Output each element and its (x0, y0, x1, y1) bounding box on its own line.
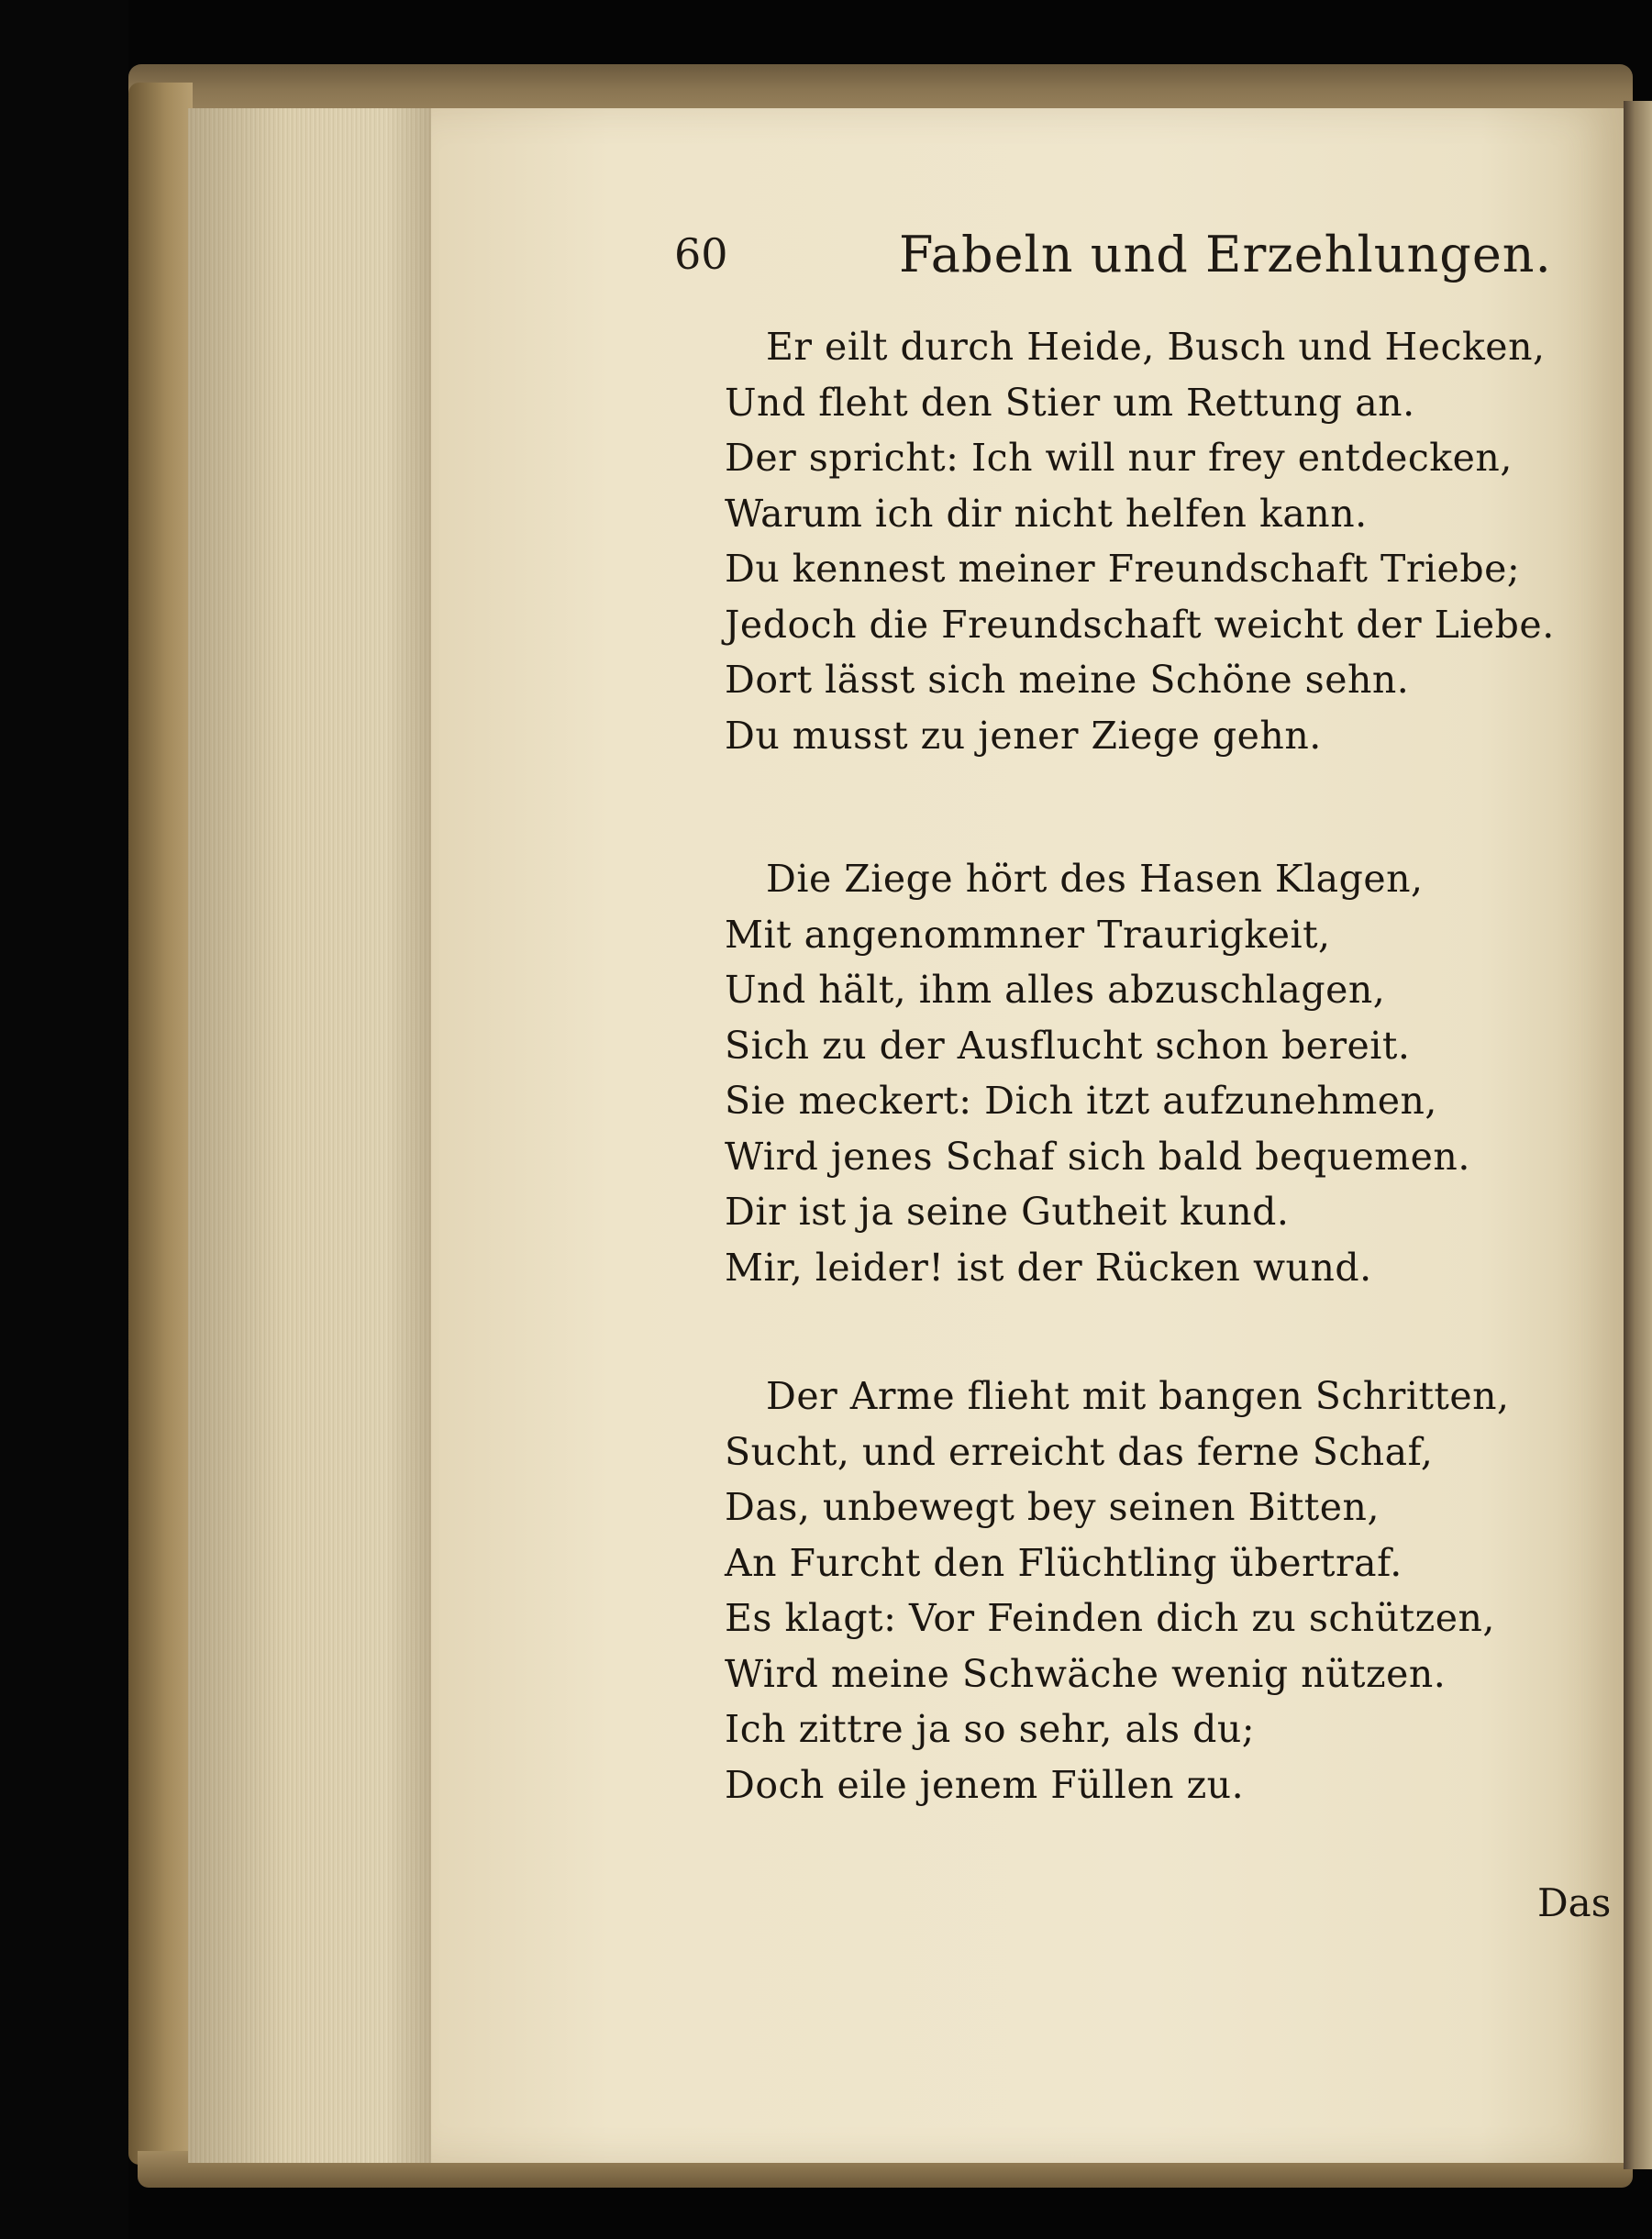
verse-line: Der Arme flieht mit bangen Schritten, (766, 1374, 1510, 1418)
verse-line: Ich zittre ja so sehr, als du; (725, 1707, 1256, 1751)
verse-line: Jedoch die Freundschaft weicht der Liebe. (725, 602, 1555, 647)
verse-line: Wird jenes Schaf sich bald bequemen. (725, 1134, 1470, 1179)
verse-line: Mit angenommner Traurigkeit, (725, 912, 1331, 957)
book-cover-spine-edge (128, 83, 193, 2165)
verse-line: Und hält, ihm alles abzuschlagen, (725, 968, 1386, 1012)
page-edges-shading (188, 108, 436, 2163)
verse-line: Dir ist ja seine Gutheit kund. (725, 1190, 1290, 1234)
verse-line: Sich zu der Ausflucht schon bereit. (725, 1023, 1411, 1068)
verse-line: Wird meine Schwäche wenig nützen. (725, 1651, 1447, 1696)
catchword: Das (1537, 1880, 1612, 1925)
verse-line: Er eilt durch Heide, Busch und Hecken, (766, 325, 1546, 369)
verse-line: Du musst zu jener Ziege gehn. (725, 713, 1322, 758)
verse-line: Die Ziege hört des Hasen Klagen, (766, 857, 1424, 901)
verse-line: Warum ich dir nicht helfen kann. (725, 491, 1368, 536)
verse-line: Es klagt: Vor Feinden dich zu schützen, (725, 1596, 1495, 1640)
verse-line: An Furcht den Flüchtling übertraf. (725, 1540, 1403, 1585)
facing-page-sliver (1624, 101, 1652, 2169)
page-number: 60 (674, 229, 728, 279)
running-title: Fabeln und Erzehlungen. (899, 226, 1552, 283)
verse-line: Doch eile jenem Füllen zu. (725, 1762, 1245, 1807)
stanza-2 (725, 851, 1587, 1295)
verse-line: Du kennest meiner Freundschaft Triebe; (725, 547, 1521, 591)
verse-line: Mir, leider! ist der Rücken wund. (725, 1245, 1372, 1290)
verse-line: Sie meckert: Dich itzt aufzunehmen, (725, 1079, 1437, 1123)
verse-line: Das, unbewegt bey seinen Bitten, (725, 1485, 1380, 1529)
stanza-1 (725, 319, 1587, 763)
verse-line: Und fleht den Stier um Rettung an. (725, 380, 1415, 425)
scan-background (0, 0, 128, 2239)
verse-line: Der spricht: Ich will nur frey entdecken, (725, 436, 1513, 480)
stanza-3 (725, 1369, 1587, 1812)
verse-line: Sucht, und erreicht das ferne Schaf, (725, 1429, 1434, 1474)
verse-line: Dort lässt sich meine Schöne sehn. (725, 658, 1410, 702)
